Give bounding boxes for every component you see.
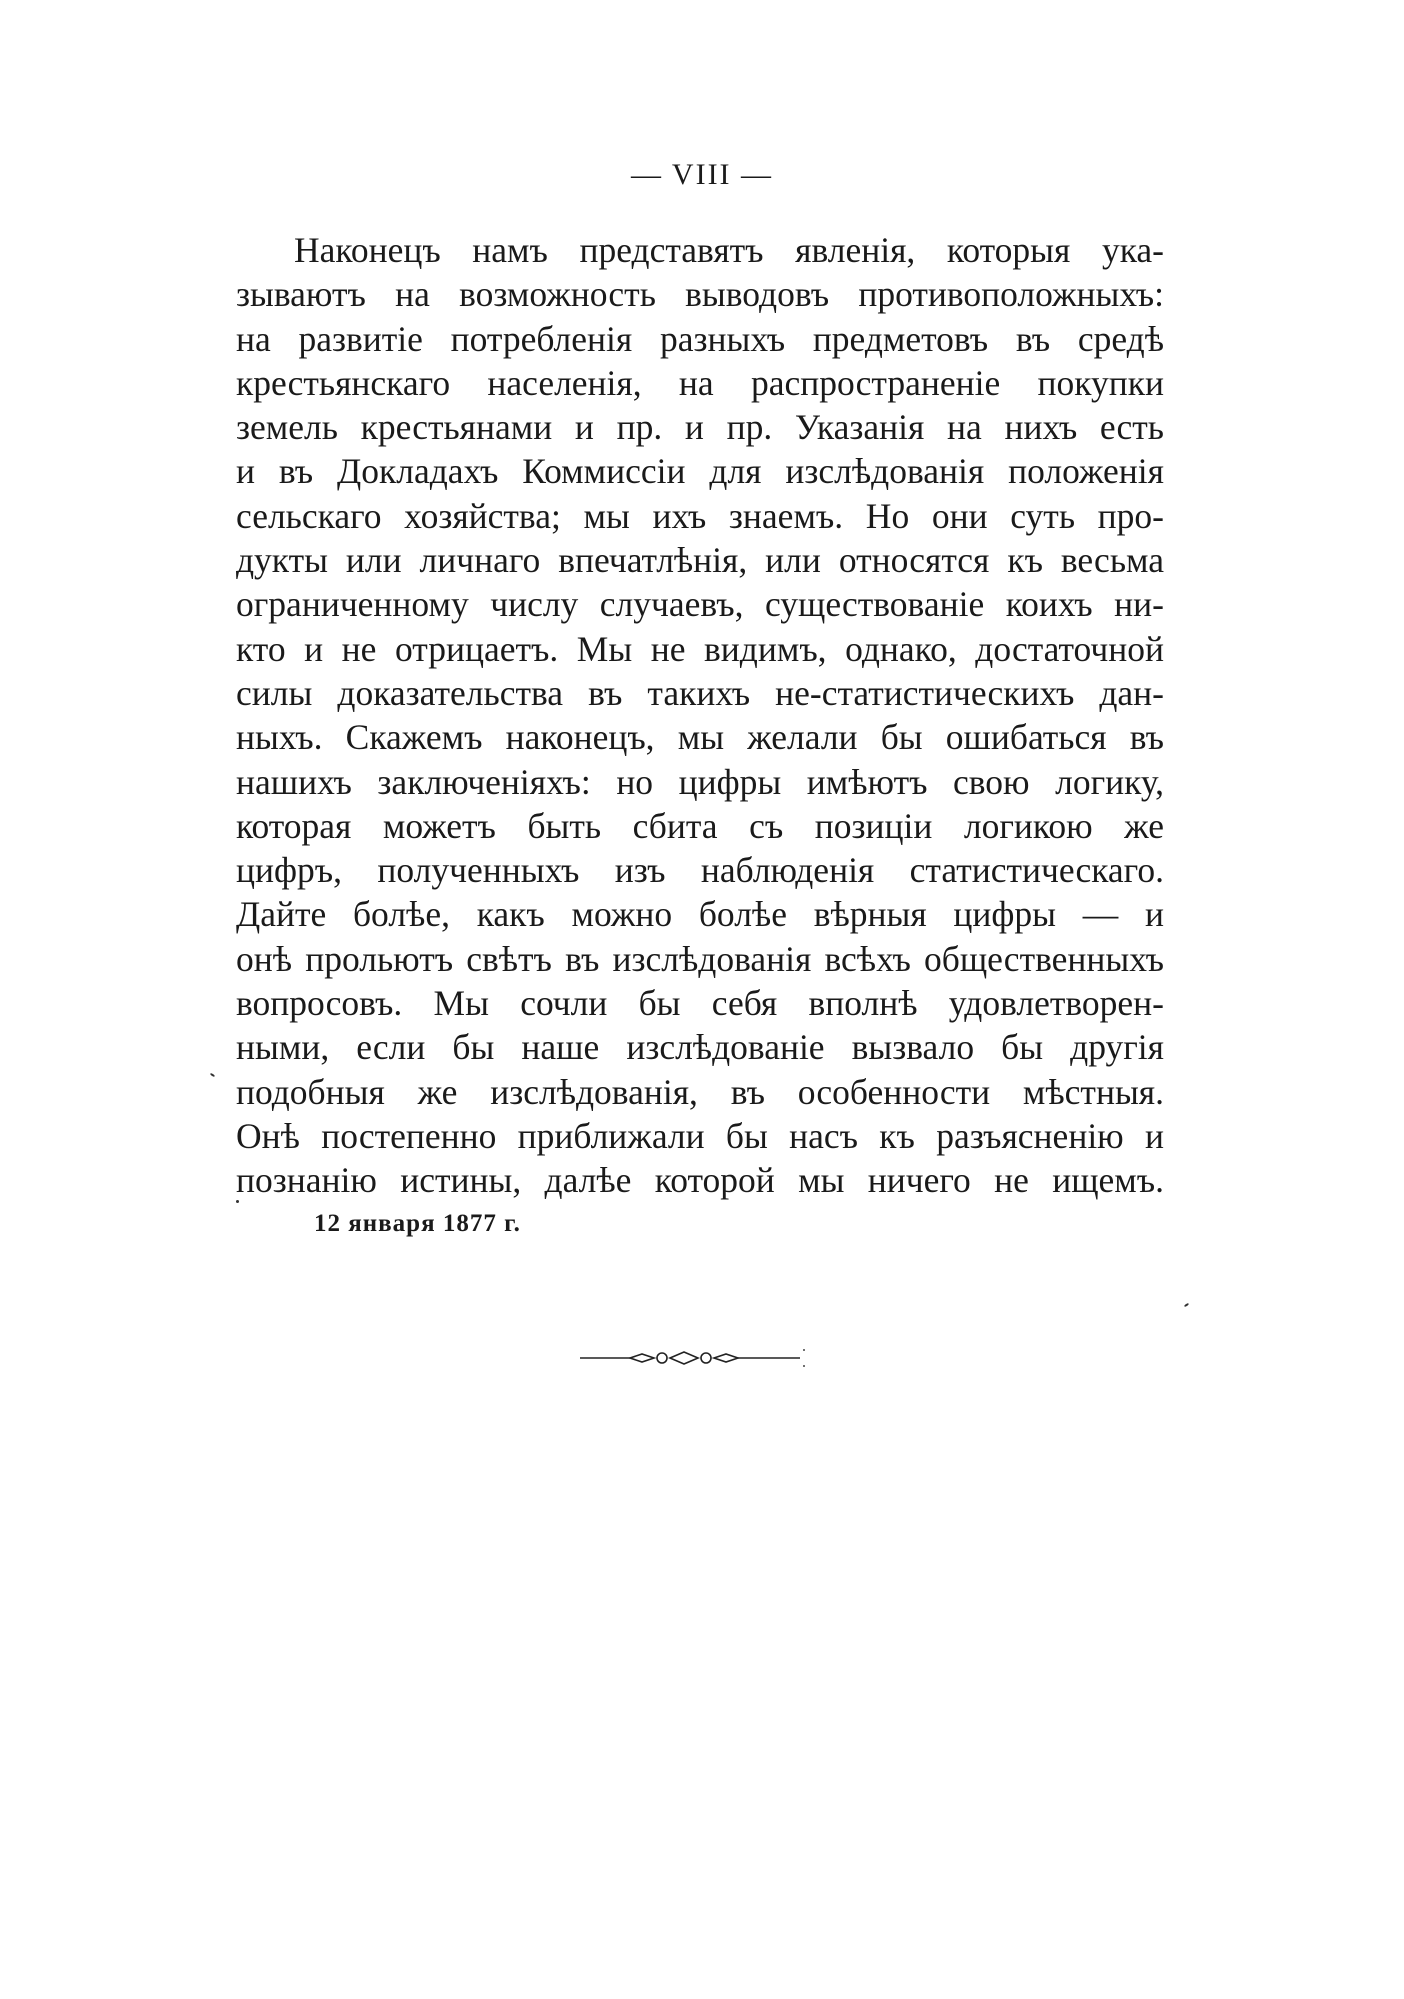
text-line: крестьянскаго населенія, на распространеніе покупки bbox=[236, 362, 1164, 403]
text-line: земель крестьянами и пр. и пр. Указанія на нихъ есть bbox=[236, 407, 1164, 448]
text-line: ными, если бы наше изслѣдованіе вызвало бы другія bbox=[236, 1027, 1164, 1068]
body-paragraph bbox=[236, 228, 1164, 1203]
text-line: которая можетъ быть сбита съ позиціи логикою же bbox=[236, 805, 1164, 846]
scan-speck bbox=[210, 1073, 215, 1078]
text-line: и въ Докладахъ Коммиссіи для изслѣдованія положенія bbox=[236, 451, 1164, 492]
text-line: онѣ прольютъ свѣтъ въ изслѣдованія всѣхъ общественныхъ bbox=[236, 938, 1164, 979]
scan-speck bbox=[1184, 1303, 1189, 1308]
text-line: нашихъ заключеніяхъ: но цифры имѣютъ свою логику, bbox=[236, 761, 1164, 802]
scan-speck bbox=[236, 1200, 239, 1203]
text-line: цифръ, полученныхъ изъ наблюденія статистическаго. bbox=[236, 850, 1164, 891]
text-line: на развитіе потребленія разныхъ предметовъ въ средѣ bbox=[236, 318, 1164, 359]
text-line: Наконецъ намъ представятъ явленія, которыя ука- bbox=[294, 230, 1164, 270]
text-line: кто и не отрицаетъ. Мы не видимъ, однако, достаточной bbox=[236, 628, 1164, 669]
text-line: познанію истины, далѣе которой мы ничего не ищемъ. bbox=[236, 1160, 1164, 1201]
text-line: вопросовъ. Мы сочли бы себя вполнѣ удовлетворен- bbox=[236, 983, 1164, 1024]
text-line: дукты или личнаго впечатлѣнія, или относятся къ весьма bbox=[236, 540, 1164, 581]
text-line: подобныя же изслѣдованія, въ особенности мѣстныя. bbox=[236, 1071, 1164, 1112]
text-line: сельскаго хозяйства; мы ихъ знаемъ. Но они суть про- bbox=[236, 495, 1164, 536]
text-line: Дайте болѣе, какъ можно болѣе вѣрныя цифры — и bbox=[236, 894, 1164, 935]
text-line: ныхъ. Скажемъ наконецъ, мы желали бы ошибаться въ bbox=[236, 717, 1164, 758]
page-number: — VIII — bbox=[630, 158, 774, 191]
ornament-divider-icon bbox=[580, 1346, 820, 1370]
text-line: ограниченному числу случаевъ, существованіе коихъ ни- bbox=[236, 584, 1164, 625]
date-signature: 12 января 1877 г. bbox=[314, 1210, 521, 1237]
text-line: Онѣ постепенно приближали бы насъ къ разъясненію и bbox=[236, 1115, 1164, 1156]
text-line: силы доказательства въ такихъ не-статистическихъ дан- bbox=[236, 672, 1164, 713]
text-line: зываютъ на возможность выводовъ противоположныхъ: bbox=[236, 274, 1164, 315]
